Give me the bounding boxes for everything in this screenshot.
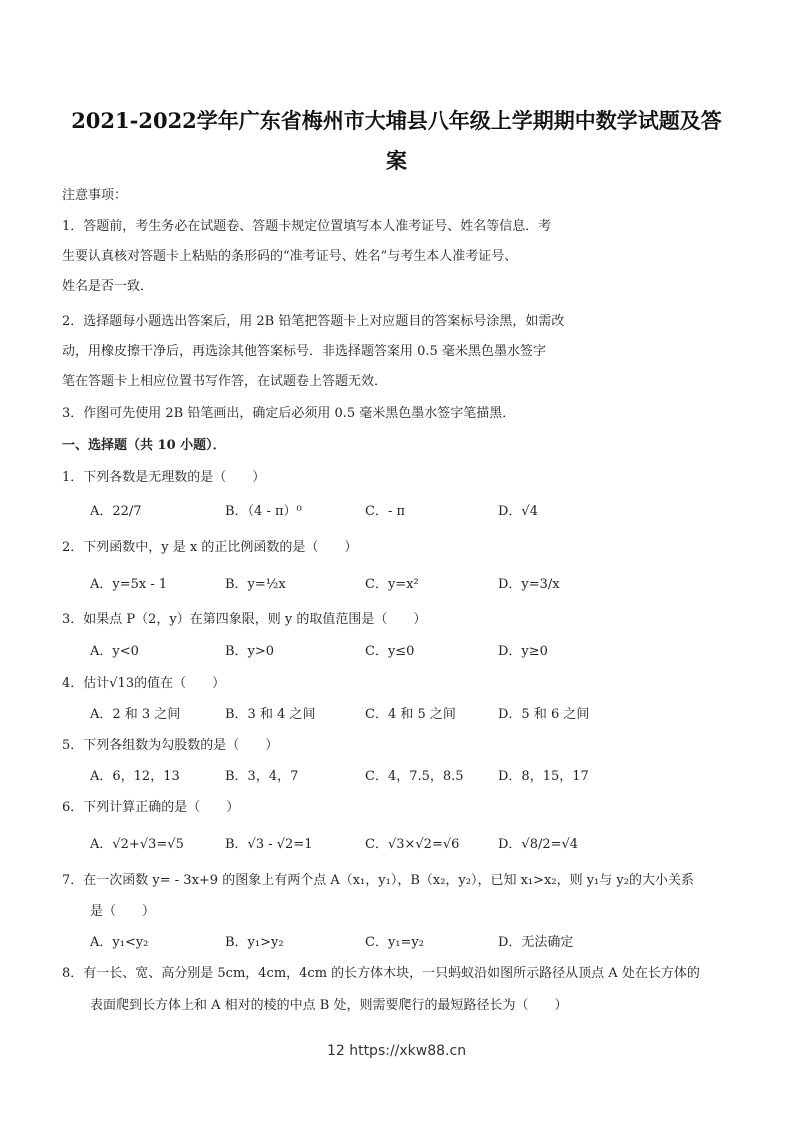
question-6-option-A: A．√2+√3=√5 <box>90 837 184 852</box>
question-7-text: 是（ ） <box>90 904 156 919</box>
question-1-option-A: A．22/7 <box>90 504 142 519</box>
notice-line: 1．答题前，考生务必在试题卷、答题卡规定位置填写本人准考证号、姓名等信息．考 <box>62 219 552 234</box>
question-7-text: 7．在一次函数 y= - 3x+9 的图象上有两个点 A（x₁，y₁），B（x₂，y₂），已知 x₁>x₂，则 y₁与 y₂的大小关系 <box>62 873 694 888</box>
notice-line: 生要认真核对答题卡上粘贴的条形码的“准考证号、姓名”与考生本人准考证号、 <box>62 249 518 264</box>
question-5-text: 5．下列各组数为勾股数的是（ ） <box>62 738 279 753</box>
question-1-option-B: B．（4 - π）⁰ <box>225 504 302 519</box>
section-heading: 一、选择题（共 10 小题）． <box>62 438 226 453</box>
question-2-option-C: C．y=x² <box>365 577 419 592</box>
document-title-line-1: 2021-2022学年广东省梅州市大埔县八年级上学期期中数学试题及答 <box>71 108 722 133</box>
notice-line: 笔在答题卡上相应位置书写作答，在试题卷上答题无效． <box>62 374 388 389</box>
question-3-text: 3．如果点 P（2，y）在第四象限，则 y 的取值范围是（ ） <box>62 612 427 627</box>
question-8-text: 8．有一长、宽、高分别是 5cm，4cm，4cm 的长方体木块，一只蚂蚁沿如图所示路径从顶点 A 处在长方体的 <box>62 966 700 981</box>
question-7-option-D: D．无法确定 <box>498 935 574 950</box>
question-4-text: 4．估计√13的值在（ ） <box>62 676 226 691</box>
notice-heading: 注意事项： <box>62 188 128 203</box>
question-5-option-D: D．8，15，17 <box>498 769 589 784</box>
question-8-text: 表面爬到长方体上和 A 相对的棱的中点 B 处，则需要爬行的最短路径长为（ ） <box>90 998 568 1013</box>
question-2-text: 2．下列函数中，y 是 x 的正比例函数的是（ ） <box>62 540 358 555</box>
question-1-text: 1．下列各数是无理数的是（ ） <box>62 470 266 485</box>
question-2-option-B: B．y=½x <box>225 577 286 592</box>
question-1-option-D: D．√4 <box>498 504 538 519</box>
question-3-option-B: B．y>0 <box>225 644 275 659</box>
notice-line: 3．作图可先使用 2B 铅笔画出，确定后必须用 0.5 毫米黑色墨水签字笔描黑． <box>62 406 516 421</box>
question-2-option-A: A．y=5x - 1 <box>90 577 168 592</box>
question-6-option-C: C．√3×√2=√6 <box>365 837 460 852</box>
question-7-option-B: B．y₁>y₂ <box>225 935 284 950</box>
question-7-option-C: C．y₁=y₂ <box>365 935 424 950</box>
question-5-option-B: B．3，4，7 <box>225 769 299 784</box>
question-7-option-A: A．y₁<y₂ <box>90 935 149 950</box>
question-6-text: 6．下列计算正确的是（ ） <box>62 800 240 815</box>
question-4-option-C: C．4 和 5 之间 <box>365 707 456 722</box>
question-2-option-D: D．y=3/x <box>498 577 560 592</box>
page-footer: 12 https://xkw88.cn <box>326 1043 467 1059</box>
notice-line: 姓名是否一致． <box>62 279 154 294</box>
question-6-option-D: D．√8/2=√4 <box>498 837 579 852</box>
notice-line: 2．选择题每小题选出答案后，用 2B 铅笔把答题卡上对应题目的答案标号涂黑，如需改 <box>62 314 565 329</box>
question-4-option-A: A．2 和 3 之间 <box>90 707 181 722</box>
question-5-option-C: C．4，7.5，8.5 <box>365 769 464 784</box>
question-5-option-A: A．6，12，13 <box>90 769 180 784</box>
question-4-option-B: B．3 和 4 之间 <box>225 707 316 722</box>
question-1-option-C: C．- π <box>365 504 406 519</box>
question-3-option-D: D．y≥0 <box>498 644 548 659</box>
notice-line: 动，用橡皮擦干净后，再选涂其他答案标号．非选择题答案用 0.5 毫米黑色墨水签字 <box>62 344 546 359</box>
question-3-option-A: A．y<0 <box>90 644 139 659</box>
question-6-option-B: B．√3 - √2=1 <box>225 837 313 852</box>
question-4-option-D: D．5 和 6 之间 <box>498 707 590 722</box>
document-title-line-2: 案 <box>386 148 407 173</box>
question-3-option-C: C．y≤0 <box>365 644 415 659</box>
